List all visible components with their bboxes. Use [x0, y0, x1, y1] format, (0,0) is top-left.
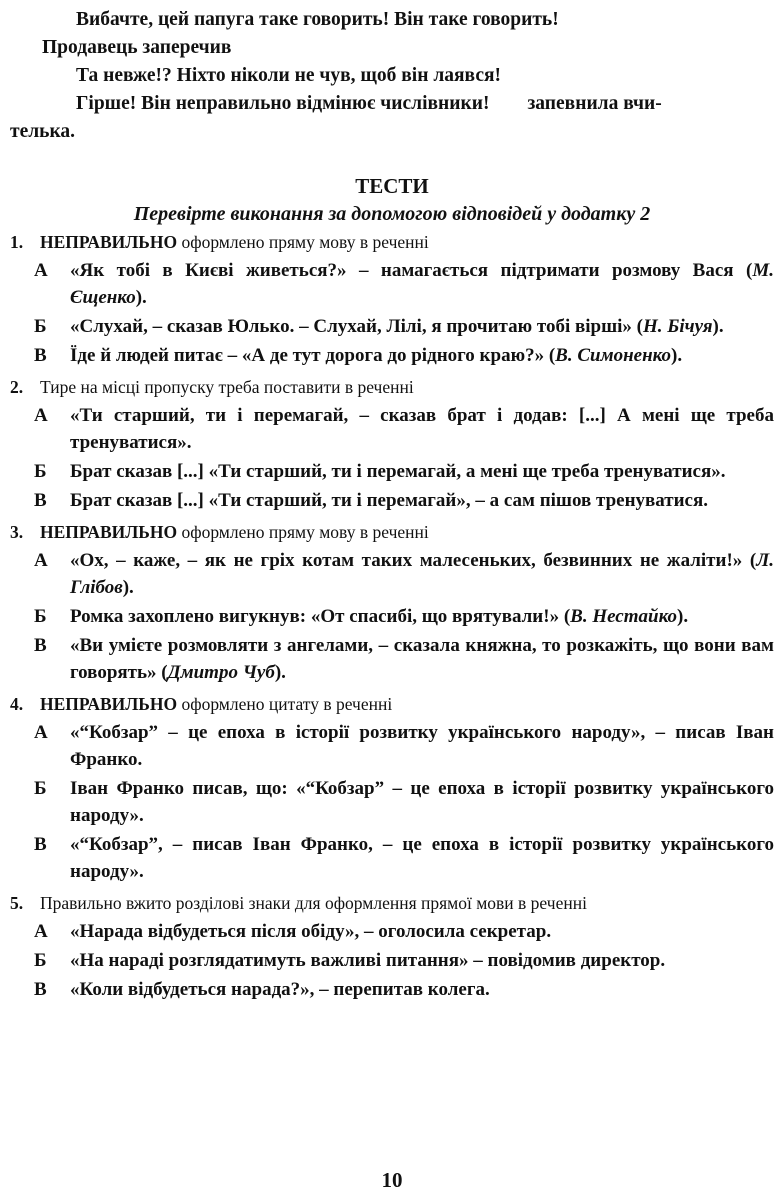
- question-text: оформлено пряму мову в реченні: [177, 522, 429, 542]
- option-author: Дмитро Чуб: [167, 662, 275, 683]
- option-letter: А: [34, 550, 48, 571]
- question-2: [10, 375, 774, 514]
- question-number: 5.: [10, 893, 24, 913]
- question-text: оформлено пряму мову в реченні: [177, 232, 429, 252]
- option-letter: В: [34, 490, 47, 511]
- answer-option: [10, 547, 774, 601]
- answer-option: [10, 947, 774, 974]
- option-text: «Ох, – каже, – як не гріх котам таких малесеньких, безвинних не жаліти!» (: [70, 550, 757, 571]
- answer-option: [10, 487, 774, 514]
- option-letter: Б: [34, 461, 47, 482]
- question-emphasis: НЕПРАВИЛЬНО: [40, 694, 178, 714]
- answer-option: [10, 458, 774, 485]
- option-text: «Ви умієте розмовляти з ангелами, – сказала княжна, то розкажіть, що вони вам говорять» (: [70, 635, 774, 683]
- option-letter: А: [34, 921, 48, 942]
- question-text: Правильно вжито розділові знаки для оформлення прямої мови в реченні: [40, 893, 587, 913]
- option-letter: А: [34, 405, 48, 426]
- question-stem: [10, 375, 774, 400]
- question-3: [10, 520, 774, 686]
- option-text: Брат сказав [...] «Ти старший, ти і перемагай, а мені ще треба тренуватися».: [70, 461, 726, 482]
- option-letter: Б: [34, 606, 47, 627]
- option-letter: В: [34, 979, 47, 1000]
- question-4: [10, 692, 774, 885]
- option-text: Іван Франко писав, що: «“Кобзар” – це епоха в історії розвитку українського народу».: [70, 778, 774, 826]
- intro-line-4: [10, 90, 774, 118]
- intro-dialogue: [10, 6, 774, 146]
- option-author: М. Єщенко: [70, 260, 774, 308]
- option-letter: В: [34, 635, 47, 656]
- answer-option: [10, 976, 774, 1003]
- intro-line-5: телька.: [10, 121, 76, 142]
- question-emphasis: НЕПРАВИЛЬНО: [40, 522, 178, 542]
- option-letter: Б: [34, 316, 47, 337]
- option-text: Ромка захоплено вигукнув: «От спасибі, що врятували!» (: [70, 606, 571, 627]
- option-end: ).: [712, 316, 724, 337]
- intro-line-4a: Гірше! Він неправильно відмінює числівники!: [76, 93, 490, 114]
- option-text: «Як тобі в Києві живеться?» – намагається підтримати розмову Вася (: [70, 260, 753, 281]
- option-letter: Б: [34, 778, 47, 799]
- question-number: 4.: [10, 694, 24, 714]
- option-text: «Нарада відбудеться після обіду», – оголосила секретар.: [70, 921, 552, 942]
- section-subtitle: Перевірте виконання за допомогою відповідей у додатку 2: [133, 203, 651, 225]
- intro-line-1: Вибачте, цей папуга таке говорить! Він таке говорить!: [76, 9, 559, 30]
- option-text: «“Кобзар” – це епоха в історії розвитку українського народу», – писав Іван Франко.: [70, 722, 774, 770]
- option-text: «Слухай, – сказав Юлько. – Слухай, Лілі, я прочитаю тобі вірші» (: [70, 316, 643, 337]
- option-letter: А: [34, 722, 48, 743]
- question-stem: [10, 230, 774, 255]
- option-end: ).: [122, 577, 134, 598]
- answer-option: [10, 342, 774, 369]
- option-letter: Б: [34, 950, 47, 971]
- answer-option: [10, 632, 774, 686]
- question-emphasis: НЕПРАВИЛЬНО: [40, 232, 178, 252]
- question-5: [10, 891, 774, 1003]
- question-stem: [10, 520, 774, 545]
- page-number: 10: [381, 1168, 403, 1192]
- answer-option: [10, 313, 774, 340]
- question-text: Тире на місці пропуску треба поставити в реченні: [40, 377, 414, 397]
- option-text: «На нараді розглядатимуть важливі питання» – повідомив директор.: [70, 950, 666, 971]
- option-author: В. Симоненко: [555, 345, 672, 366]
- option-end: ).: [671, 345, 683, 366]
- answer-option: [10, 918, 774, 945]
- question-number: 2.: [10, 377, 24, 397]
- option-end: ).: [135, 287, 147, 308]
- question-text: оформлено цитату в реченні: [177, 694, 393, 714]
- question-number: 3.: [10, 522, 24, 542]
- option-text: «Ти старший, ти і перемагай, – сказав брат і додав: [...] А мені ще треба тренуватися».: [70, 405, 774, 453]
- question-stem: [10, 891, 774, 916]
- answer-option: [10, 775, 774, 829]
- option-letter: В: [34, 834, 47, 855]
- intro-line-3: Та невже!? Ніхто ніколи не чув, щоб він лаявся!: [76, 65, 502, 86]
- answer-option: [10, 257, 774, 311]
- option-letter: В: [34, 345, 47, 366]
- option-letter: А: [34, 260, 48, 281]
- answer-option: [10, 402, 774, 456]
- answer-option: [10, 831, 774, 885]
- question-number: 1.: [10, 232, 24, 252]
- section-title: ТЕСТИ: [355, 174, 429, 198]
- option-author: В. Нестайко: [570, 606, 677, 627]
- test-questions: [10, 230, 774, 1003]
- option-end: ).: [677, 606, 689, 627]
- option-text: «“Кобзар”, – писав Іван Франко, – це епоха в історії розвитку українського народу».: [70, 834, 774, 882]
- question-stem: [10, 692, 774, 717]
- option-author: Л. Глібов: [70, 550, 774, 598]
- question-1: [10, 230, 774, 369]
- option-end: ).: [274, 662, 286, 683]
- option-text: Їде й людей питає – «А де тут дорога до рідного краю?» (: [70, 345, 556, 366]
- option-text: Брат сказав [...] «Ти старший, ти і перемагай», – а сам пішов тренуватися.: [70, 490, 709, 511]
- answer-option: [10, 603, 774, 630]
- intro-line-4b: запевнила вчи-: [527, 93, 662, 114]
- option-text: «Коли відбудеться нарада?», – перепитав колега.: [70, 979, 490, 1000]
- answer-option: [10, 719, 774, 773]
- intro-line-2: Продавець заперечив: [42, 37, 232, 58]
- option-author: Н. Бічуя: [642, 316, 713, 337]
